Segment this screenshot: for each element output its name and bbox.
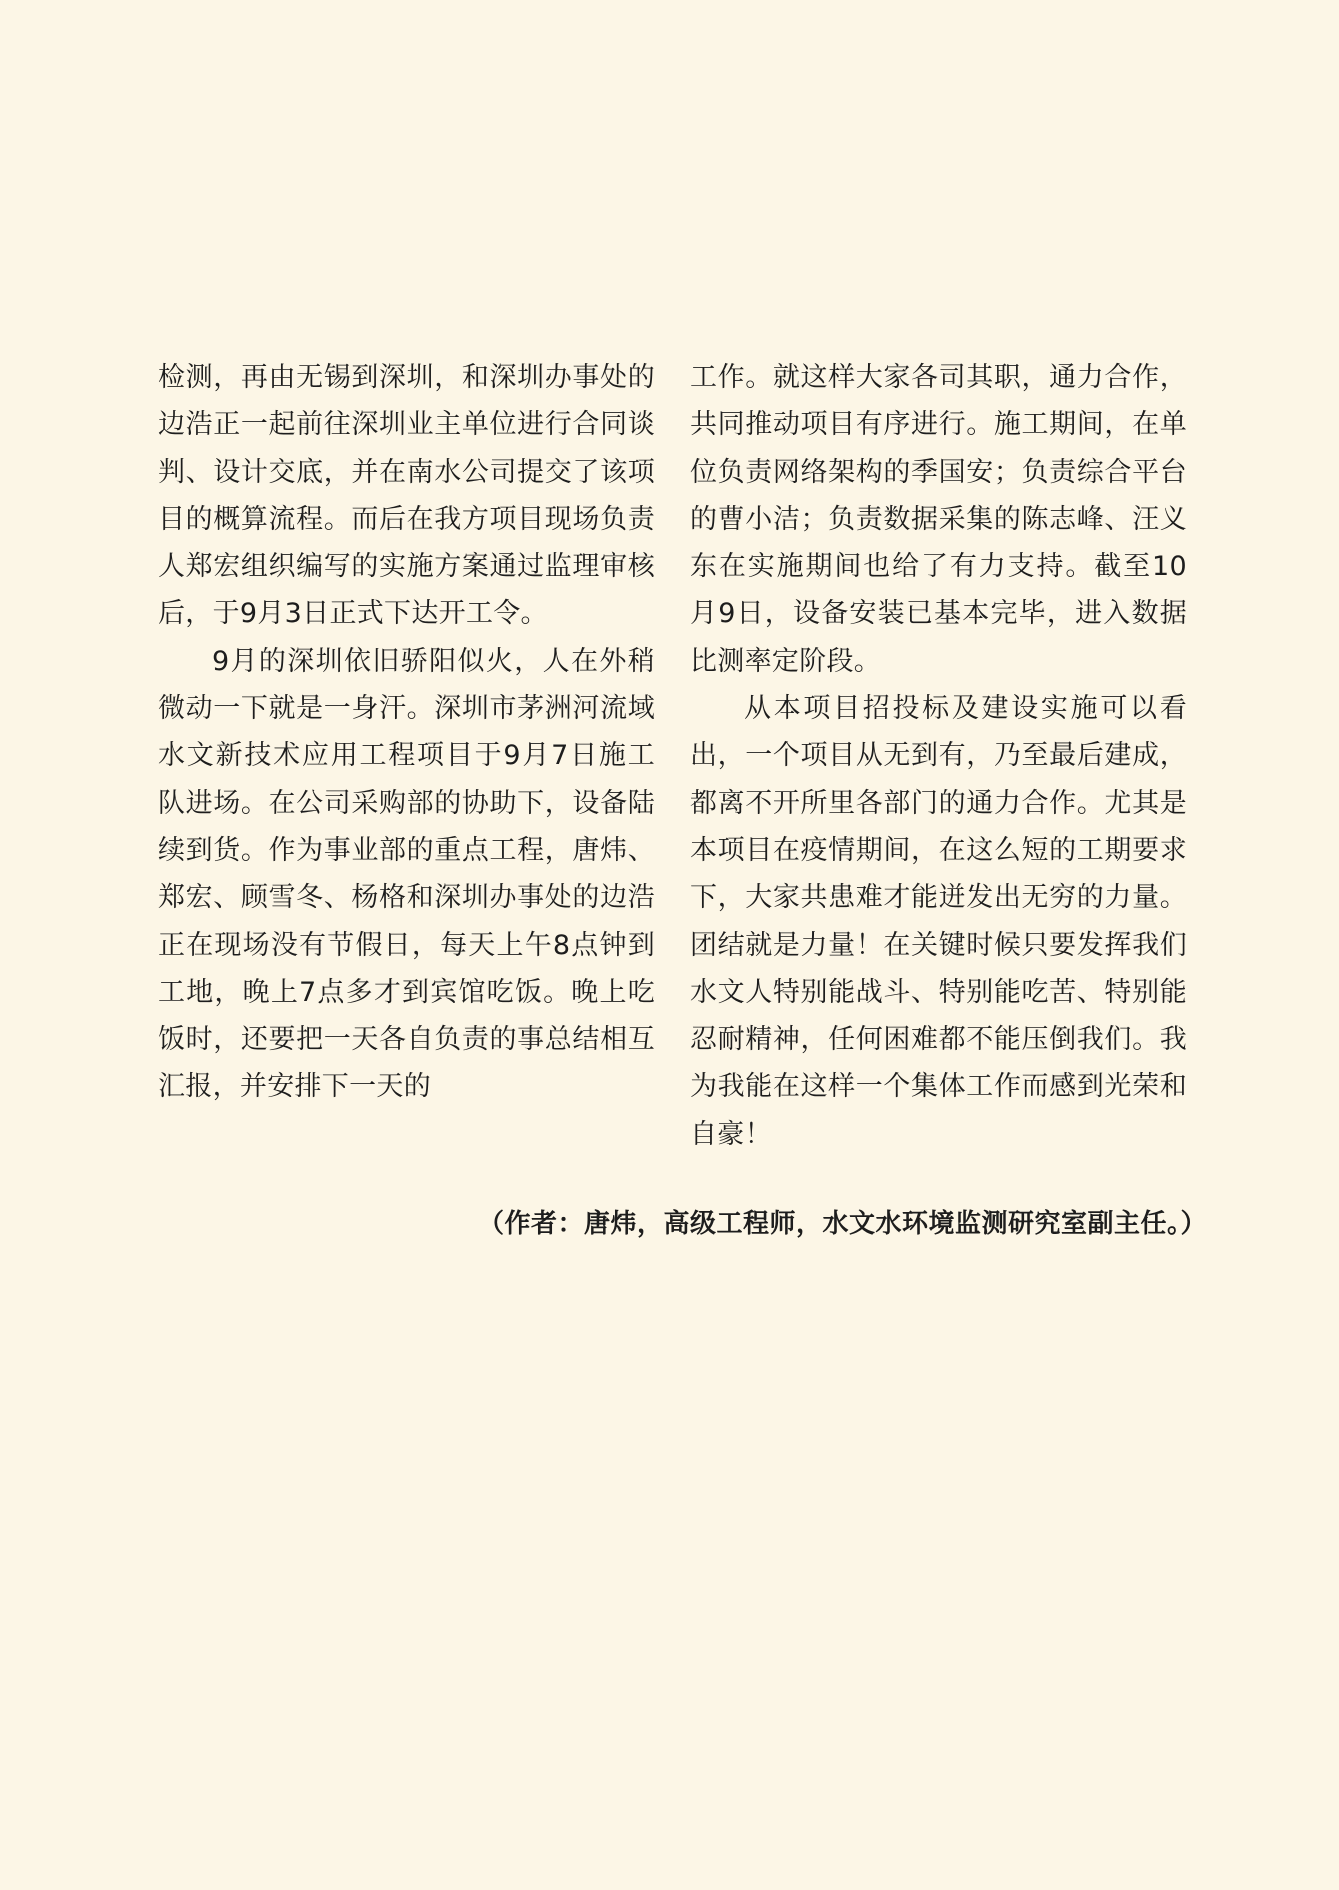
right-paragraph-2: 从本项目招投标及建设实施可以看出，一个项目从无到有，乃至最后建成，都离不开所里各部门的通力合作。尤其是本项目在疫情期间，在这么短的工期要求下，大家共患难才能迸发出无穷的力量。团结就是力量！在关键时候只要发挥我们水文人特别能战斗、特别能吃苦、特别能忍耐精神，任何困难都不能压倒我们。我为我能在这样一个集体工作而感到光荣和自豪！	[690, 693, 1187, 1150]
right-column	[690, 354, 1187, 1158]
left-paragraph-1: 检测，再由无锡到深圳，和深圳办事处的边浩正一起前往深圳业主单位进行合同谈判、设计交底，并在南水公司提交了该项目的概算流程。而后在我方项目现场负责人郑宏组织编写的实施方案通过监理审核后，于9月3日正式下达开工令。	[158, 362, 655, 630]
author-byline: （作者：唐炜，高级工程师，水文水环境监测研究室副主任。）	[477, 1209, 1207, 1239]
left-column	[158, 354, 655, 1111]
right-paragraph-1: 工作。就这样大家各司其职，通力合作，共同推动项目有序进行。施工期间，在单位负责网络架构的季国安；负责综合平台的曹小洁；负责数据采集的陈志峰、汪义东在实施期间也给了有力支持。截至10月9日，设备安装已基本完毕，进入数据比测率定阶段。	[690, 362, 1187, 677]
left-paragraph-2: 9月的深圳依旧骄阳似火，人在外稍微动一下就是一身汗。深圳市茅洲河流域水文新技术应用工程项目于9月7日施工队进场。在公司采购部的协助下，设备陆续到货。作为事业部的重点工程，唐炜、郑宏、顾雪冬、杨格和深圳办事处的边浩正在现场没有节假日，每天上午8点钟到工地，晚上7点多才到宾馆吃饭。晚上吃饭时，还要把一天各自负责的事总结相互汇报，并安排下一天的	[158, 645, 655, 1103]
